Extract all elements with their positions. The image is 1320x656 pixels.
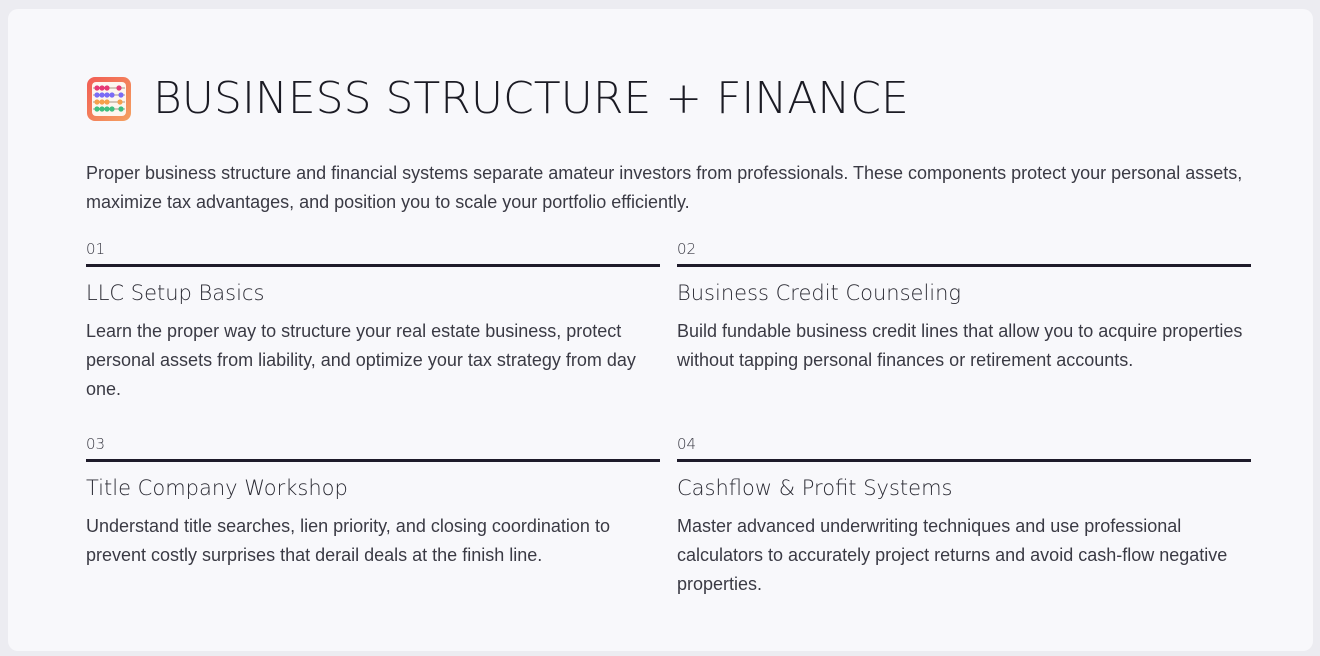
feature-description: Master advanced underwriting techniques and use professional calculators to accurately project returns and avoid cash-flow negative properties. — [677, 516, 1228, 594]
feature-item-llc-setup — [86, 235, 660, 430]
feature-title: LLC Setup Basics — [86, 281, 265, 305]
feature-title: Cashflow & Profit Systems — [677, 476, 953, 500]
section-intro: Proper business structure and financial systems separate amateur investors from professionals. These components protect your personal assets, maximize tax advantages, and position you to scale your portfolio efficiently. — [86, 163, 1243, 212]
feature-number: 01 — [86, 235, 660, 267]
abacus-icon — [86, 76, 132, 122]
feature-title: Business Credit Counseling — [677, 281, 962, 305]
feature-grid — [86, 235, 1251, 625]
section-header — [86, 71, 909, 127]
content-card — [8, 9, 1313, 651]
section-title: BUSINESS STRUCTURE + FINANCE — [153, 73, 909, 124]
feature-item-cashflow-profit — [677, 430, 1251, 625]
feature-number: 04 — [677, 430, 1251, 462]
feature-item-business-credit — [677, 235, 1251, 430]
feature-number: 03 — [86, 430, 660, 462]
feature-description: Learn the proper way to structure your real estate business, protect personal assets from liability, and optimize your tax strategy from day one. — [86, 321, 636, 399]
feature-item-title-company — [86, 430, 660, 625]
feature-number: 02 — [677, 235, 1251, 267]
feature-description: Understand title searches, lien priority, and closing coordination to prevent costly surprises that derail deals at the finish line. — [86, 516, 610, 565]
feature-description: Build fundable business credit lines that allow you to acquire properties without tapping personal finances or retirement accounts. — [677, 321, 1243, 370]
feature-title: Title Company Workshop — [86, 476, 348, 500]
